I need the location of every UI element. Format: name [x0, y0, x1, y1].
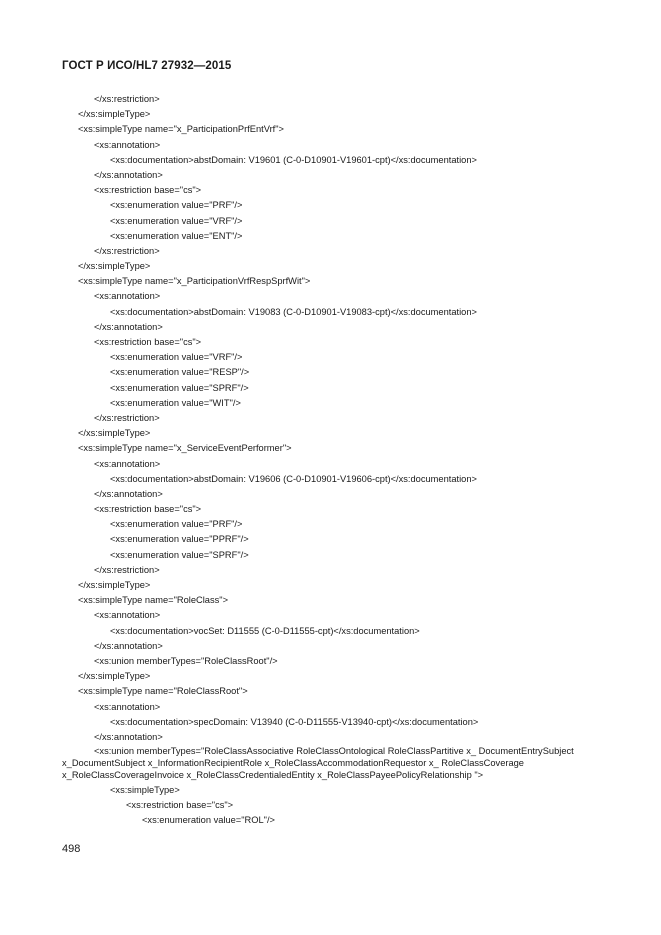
code-line: <xs:enumeration value="VRF"/>	[110, 215, 243, 226]
code-line: <xs:simpleType>	[110, 785, 180, 796]
code-line: </xs:simpleType>	[78, 428, 151, 439]
code-line: </xs:annotation>	[94, 169, 163, 180]
code-line: </xs:simpleType>	[78, 580, 151, 590]
code-line: </xs:annotation>	[94, 731, 163, 742]
code-line: <xs:documentation>abstDomain: V19601 (C-0-D10901-V19601-cpt)</xs:documentation>	[110, 154, 477, 165]
code-line: </xs:annotation>	[94, 488, 163, 499]
code-line: </xs:restriction>	[94, 245, 160, 256]
code-line: <xs:annotation>	[94, 458, 161, 469]
code-line: <xs:simpleType name="x_ParticipationPrfEntVrf">	[78, 124, 284, 135]
code-line: </xs:annotation>	[94, 640, 163, 651]
page-number: 498	[62, 843, 81, 855]
code-line: <xs:documentation>abstDomain: V19083 (C-0-D10901-V19083-cpt)</xs:documentation>	[110, 306, 477, 317]
code-line: <xs:enumeration value="ENT"/>	[110, 230, 243, 241]
code-line: <xs:documentation>specDomain: V13940 (C-0-D11555-V13940-cpt)</xs:documentation>	[110, 716, 479, 727]
code-line: <xs:enumeration value="WIT"/>	[110, 397, 241, 408]
code-line: <xs:enumeration value="PPRF"/>	[110, 534, 249, 545]
code-line: <xs:enumeration value="RESP"/>	[110, 367, 250, 378]
code-line: <xs:simpleType name="RoleClassRoot">	[78, 686, 248, 697]
code-line: </xs:restriction>	[94, 412, 160, 423]
code-line: <xs:simpleType name="RoleClass">	[78, 595, 228, 606]
code-line: <xs:enumeration value="PRF"/>	[110, 200, 243, 211]
code-line: <xs:enumeration value="ROL"/>	[142, 815, 275, 826]
page-header-title: ГОСТ Р ИСО/HL7 27932—2015	[62, 60, 232, 72]
code-line: </xs:restriction>	[94, 94, 160, 104]
xml-schema-code-block	[62, 92, 622, 829]
code-line: </xs:simpleType>	[78, 109, 151, 120]
code-line: <xs:restriction base="cs">	[94, 185, 202, 196]
code-line: <xs:enumeration value="VRF"/>	[110, 352, 243, 363]
code-line: <xs:enumeration value="SPRF"/>	[110, 382, 249, 393]
code-line: <xs:simpleType name="x_ParticipationVrfRespSprfWit">	[78, 276, 311, 287]
code-line: <xs:annotation>	[94, 610, 161, 621]
code-line: <xs:restriction base="cs">	[94, 337, 202, 347]
code-line: <xs:restriction base="cs">	[94, 504, 202, 515]
code-line: <xs:enumeration value="PRF"/>	[110, 519, 243, 530]
code-line: <xs:union memberTypes="RoleClassRoot"/>	[94, 655, 278, 666]
code-line: <xs:annotation>	[94, 139, 161, 150]
code-line: <xs:simpleType name="x_ServiceEventPerformer">	[78, 443, 292, 454]
code-line: <xs:documentation>vocSet: D11555 (C-0-D11555-cpt)</xs:documentation>	[110, 625, 420, 636]
code-line: </xs:simpleType>	[78, 671, 151, 682]
code-line: <xs:enumeration value="SPRF"/>	[110, 549, 249, 560]
code-line: <xs:annotation>	[94, 291, 161, 302]
code-line-wrapped: <xs:union memberTypes="RoleClassAssociative RoleClassOntological RoleClassPartitive x_ DocumentEntrySubject x_DocumentSubject x_InformationRecipientRole x_RoleClassAccommodationRequestor x_ RoleClassCoverage x_RoleClassCoverageInvoice x_RoleClassCredentialedEntity x_RoleClassPayeePolicyRelationship ">	[62, 746, 574, 781]
code-line: <xs:restriction base="cs">	[126, 800, 234, 811]
code-line: </xs:simpleType>	[78, 261, 151, 272]
code-line: </xs:restriction>	[94, 564, 160, 575]
code-line: <xs:annotation>	[94, 701, 161, 712]
code-line: <xs:documentation>abstDomain: V19606 (C-0-D10901-V19606-cpt)</xs:documentation>	[110, 473, 477, 484]
code-line: </xs:annotation>	[94, 321, 163, 332]
